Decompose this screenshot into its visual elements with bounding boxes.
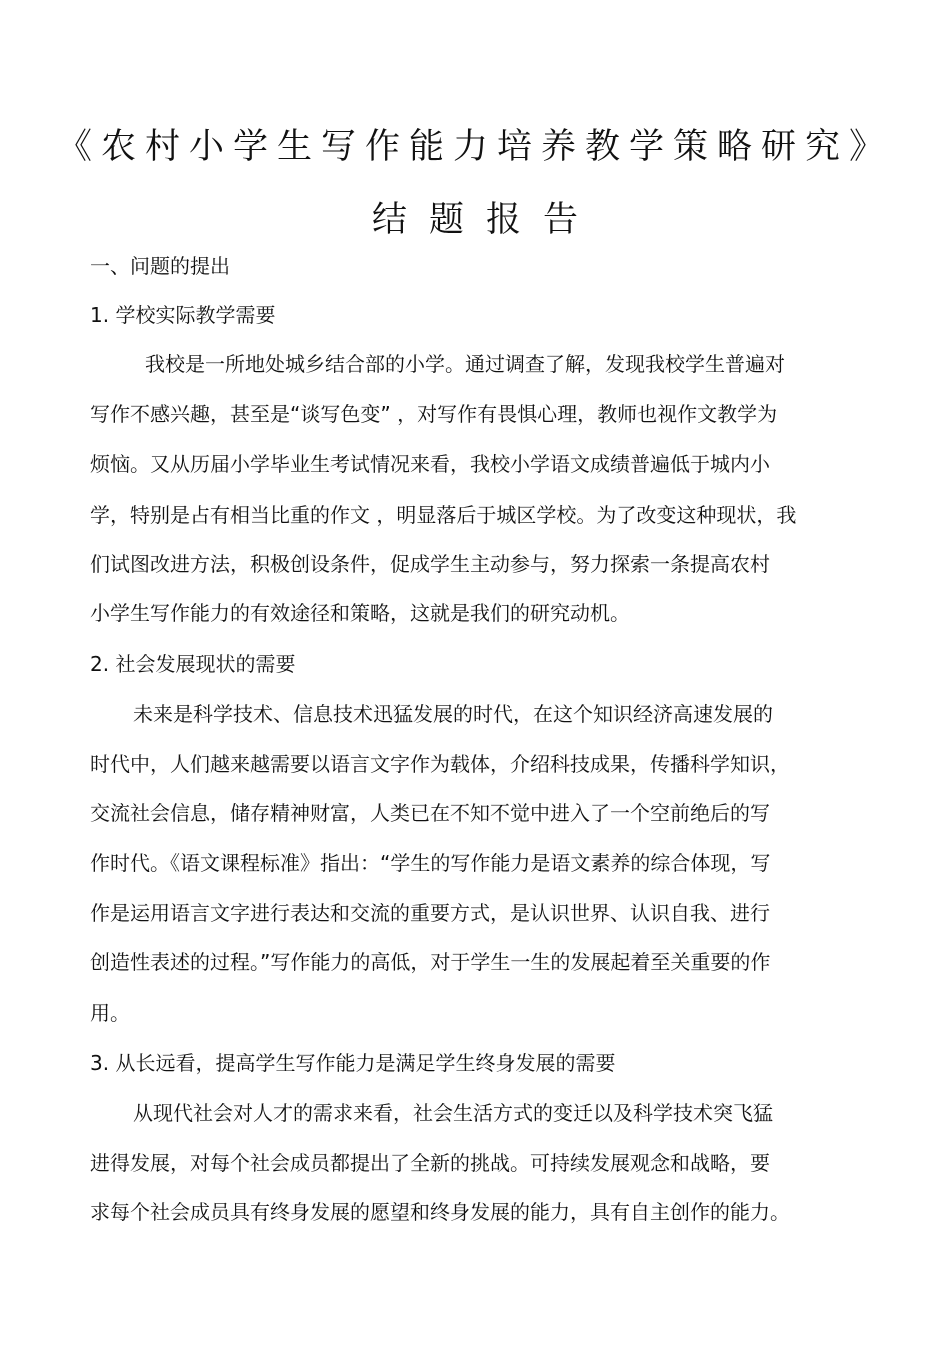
subsection-heading: 3. 从长远看，提高学生写作能力是满足学生终身发展的需要 [90, 1051, 616, 1075]
paragraph-line: 学，特别是占有相当比重的作文 ，明显落后于城区学校。为了改变这种现状，我 [90, 503, 797, 527]
paragraph-line: 烦恼。又从历届小学毕业生考试情况来看，我校小学语文成绩普遍低于城内小 [90, 452, 770, 476]
paragraph-line: 交流社会信息，储存精神财富，人类已在不知不觉中进入了一个空前绝后的写 [90, 801, 770, 825]
paragraph-line: 写作不感兴趣，甚至是“谈写色变” ，对写作有畏惧心理，教师也视作文教学为 [90, 402, 778, 426]
paragraph-line: 进得发展，对每个社会成员都提出了全新的挑战。可持续发展观念和战略，要 [90, 1151, 770, 1175]
document-title: 《农村小学生写作能力培养教学策略研究》 [56, 127, 893, 167]
paragraph-line: 求每个社会成员具有终身发展的愿望和终身发展的能力，具有自主创作的能力。 [90, 1200, 790, 1224]
section-heading: 一、问题的提出 [90, 254, 230, 278]
paragraph-line: 作是运用语言文字进行表达和交流的重要方式，是认识世界、认识自我、进行 [90, 901, 770, 925]
paragraph-line: 我校是一所地处城乡结合部的小学。通过调查了解，发现我校学生普遍对 [145, 352, 785, 376]
paragraph-line: 们试图改进方法，积极创设条件，促成学生主动参与，努力探索一条提高农村 [90, 552, 770, 576]
paragraph-line: 时代中，人们越来越需要以语言文字作为载体，介绍科技成果，传播科学知识， [90, 752, 790, 776]
paragraph-line: 用。 [90, 1001, 130, 1025]
paragraph-line: 从现代社会对人才的需求来看，社会生活方式的变迁以及科学技术突飞猛 [133, 1101, 773, 1125]
paragraph-line: 小学生写作能力的有效途径和策略，这就是我们的研究动机。 [90, 601, 630, 625]
paragraph-line: 作时代。《语文课程标准》指出：“学生的写作能力是语文素养的综合体现，写 [90, 851, 771, 875]
document-subtitle: 结题报告 [371, 200, 600, 240]
subsection-heading: 1. 学校实际教学需要 [90, 303, 276, 327]
subsection-heading: 2. 社会发展现状的需要 [90, 652, 296, 676]
paragraph-line: 未来是科学技术、信息技术迅猛发展的时代，在这个知识经济高速发展的 [133, 702, 773, 726]
paragraph-line: 创造性表述的过程。”写作能力的高低，对于学生一生的发展起着至关重要的作 [90, 950, 771, 974]
